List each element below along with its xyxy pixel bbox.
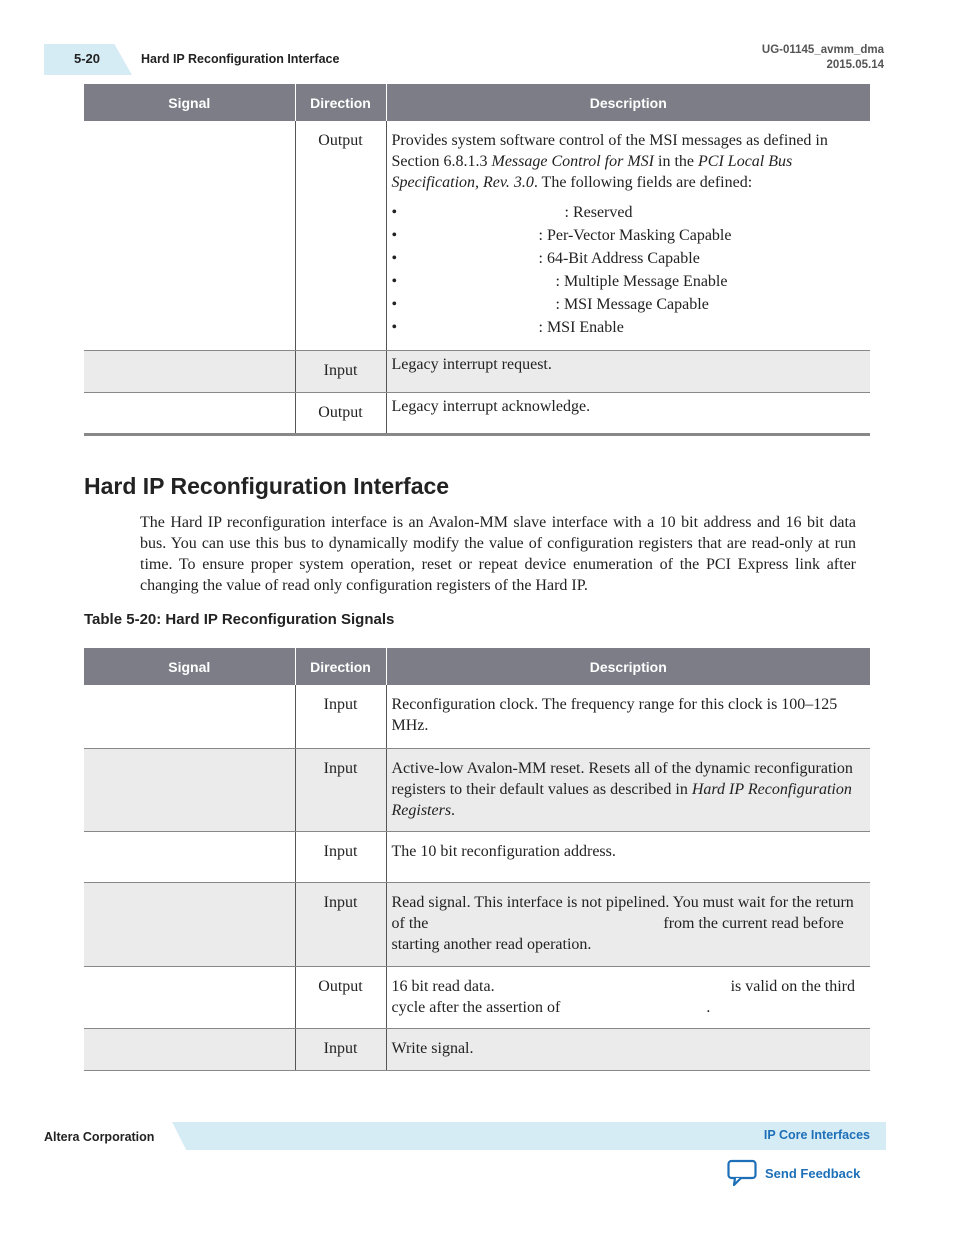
table-row [84,748,870,831]
table-row [84,831,870,882]
list-item: • : Per-Vector Masking Capable [391,227,732,244]
document-id: UG-01145_avmm_dma [761,44,884,56]
list-item: • : MSI Message Capable [391,296,709,313]
direction-cell: Input [295,685,386,748]
table-row [84,882,870,966]
table-row [84,350,870,392]
table-row [84,121,870,350]
description-cell [386,121,870,350]
signal-cell [84,831,295,882]
reconfig-signals-table [84,648,870,1071]
direction-cell: Output [295,121,386,350]
send-feedback-button[interactable] [727,1158,867,1188]
description-cell: Write signal. [386,1028,870,1070]
document-date: 2015.05.14 [826,59,884,71]
document-id-block [762,43,884,73]
direction-cell: Input [295,882,386,966]
footer-company: Altera Corporation [44,1130,155,1144]
description-cell: Reconfiguration clock. The frequency range for this clock is 100–125 MHz. [386,685,870,748]
page-number: 5-20 [74,51,101,66]
table-header-row [84,648,870,685]
speech-bubble-icon [727,1159,757,1187]
direction-cell: Output [295,392,386,434]
signal-cell [84,350,295,392]
list-item: • : MSI Enable [391,319,624,336]
table-header-row [84,84,870,121]
direction-cell: Input [295,831,386,882]
signal-cell [84,748,295,831]
description-cell: Read signal. This interface is not pipelined. You must wait for the return of the from the current read before starting another read operation. [386,882,870,966]
direction-cell: Input [295,350,386,392]
table-row [84,685,870,748]
signal-cell [84,685,295,748]
direction-cell: Output [295,966,386,1028]
col-direction: Direction [295,84,386,121]
signal-cell [84,392,295,434]
table-row [84,1028,870,1070]
list-item: • : Multiple Message Enable [391,273,728,290]
description-cell: Legacy interrupt acknowledge. [386,392,870,434]
signal-cell [84,966,295,1028]
col-direction: Direction [295,648,386,685]
signal-cell [84,1028,295,1070]
direction-cell: Input [295,1028,386,1070]
section-body-text: The Hard IP reconfiguration interface is an Avalon-MM slave interface with a 10 bit address and 16 bit data bus. You can use this bus to dynamically modify the value of configuration registers that are read-only at run time. To ensure proper system operation, reset or repeat device enumeration of the PCI Express link after changing the value of read only configuration registers of the Hard IP. [140,514,856,594]
table-caption: Table 5-20: Hard IP Reconfiguration Signals [84,611,395,628]
direction-cell: Input [295,748,386,831]
running-header-title: Hard IP Reconfiguration Interface [141,52,340,66]
col-description: Description [386,648,870,685]
msi-signals-table [84,84,870,436]
col-signal: Signal [84,84,295,121]
list-item: • : 64-Bit Address Capable [391,250,700,267]
list-item: • : Reserved [391,204,633,221]
msi-fields-list [392,201,863,339]
section-heading: Hard IP Reconfiguration Interface [84,473,450,499]
signal-cell [84,882,295,966]
col-description: Description [386,84,870,121]
footer-section-link[interactable]: IP Core Interfaces [763,1128,870,1142]
description-cell: 16 bit read data. is valid on the third cycle after the assertion of . [386,966,870,1028]
description-cell: Legacy interrupt request. [386,350,870,392]
description-cell: Active-low Avalon-MM reset. Resets all of the dynamic reconfiguration registers to their default values as described in Hard IP Reconfiguration Registers. [386,748,870,831]
description-cell: The 10 bit reconfiguration address. [386,831,870,882]
signal-cell [84,121,295,350]
msi-control-description: Provides system software control of the MSI messages as defined in Section 6.8.1.3 Message Control for MSI in the PCI Local Bus Specification, Rev. 3.0. The following fields are defined: [391,132,828,191]
table-row [84,392,870,434]
table-row [84,966,870,1028]
send-feedback-label[interactable]: Send Feedback [765,1165,861,1181]
col-signal: Signal [84,648,295,685]
